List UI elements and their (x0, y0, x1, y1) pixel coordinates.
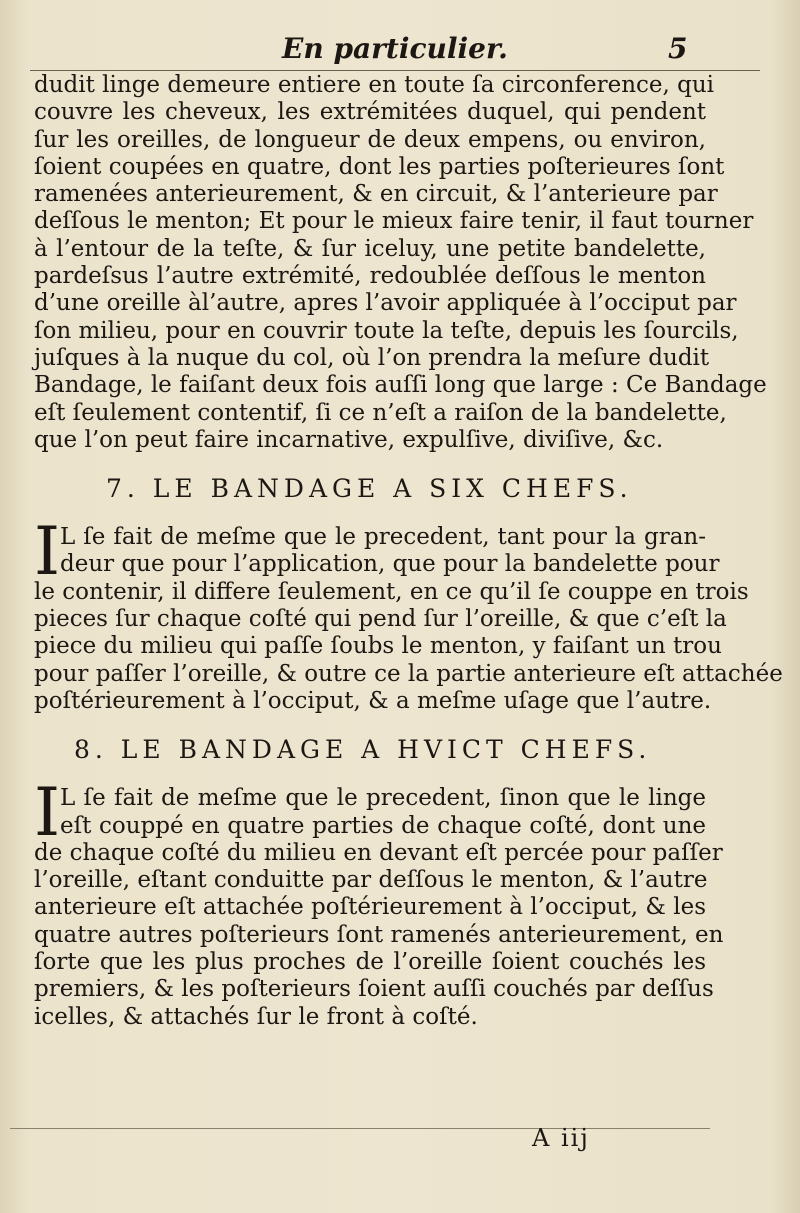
text-line: deur que pour l’application, que pour la bandelette pour (60, 551, 720, 578)
text-line: ſorte que les plus proches de l’oreille ſoient couchés les (34, 949, 706, 976)
paragraph-section-8 (34, 774, 724, 1031)
text-line: pour paſſer l’oreille, & outre ce la partie anterieure eſt attachée (34, 660, 783, 687)
text-line: couvre les cheveux, les extrémitées duquel, qui pendent (34, 99, 706, 126)
drop-cap: I (34, 513, 61, 591)
text-line: icelles, & attachés ſur le front à coſté. (34, 1003, 478, 1030)
text-line: premiers, & les poſterieurs ſoient auſſi couchés par deſſus (34, 976, 714, 1003)
header-rule (30, 70, 760, 71)
text-line: ramenées anterieurement, & en circuit, & l’anterieure par (34, 181, 718, 208)
text-line: Bandage, le faiſant deux fois auſſi long que large : Ce Bandage (34, 372, 767, 399)
text-line: ſon milieu, pour en couvrir toute la teſte, depuis les ſourcils, (34, 317, 739, 344)
text-line: de chaque coſté du milieu en devant eſt percée pour paſſer (34, 839, 723, 866)
signature-mark: A iij (532, 1124, 590, 1152)
bottom-rule (10, 1128, 710, 1129)
running-title: En particulier. (282, 32, 508, 65)
text-line: juſques à la nuque du col, où l’on prendra la meſure dudit (34, 344, 710, 371)
text-line: pieces ſur chaque coſté qui pend ſur l’oreille, & que c’eſt la (34, 606, 727, 633)
text-block (34, 72, 783, 1031)
section-heading-7: 7. LE BANDAGE A SIX CHEFS. (106, 474, 633, 504)
text-line: le contenir, il differe ſeulement, en ce qu’il ſe couppe en trois (34, 578, 749, 605)
text-line: piece du milieu qui paſſe ſoubs le menton, y faiſant un trou (34, 633, 722, 660)
paragraph-1 (34, 72, 767, 454)
paragraph-section-7 (34, 513, 783, 715)
text-line: L ſe fait de meſme que le precedent, tant pour la gran- (60, 524, 706, 551)
drop-cap: I (34, 774, 61, 852)
text-line: poſtérieurement à l’occiput, & a meſme uſage que l’autre. (34, 687, 712, 714)
text-line: que l’on peut faire incarnative, expulſive, diviſive, &c. (34, 426, 664, 453)
text-line: deſſous le menton; Et pour le mieux faire tenir, il faut tourner (34, 208, 754, 235)
running-head (0, 32, 800, 68)
text-line: pardeſsus l’autre extrémité, redoublée deſſous le menton (34, 263, 706, 290)
text-line: quatre autres poſterieurs ſont ramenés anterieurement, en (34, 921, 724, 948)
text-line: à l’entour de la teſte, & ſur iceluy, une petite bandelette, (34, 235, 706, 262)
text-line: eſt couppé en quatre parties de chaque coſté, dont une (60, 812, 706, 839)
text-line: anterieure eſt attachée poſtérieurement à l’occiput, & les (34, 894, 706, 921)
text-line: dudit linge demeure entiere en toute ſa circonference, qui (34, 72, 715, 98)
text-line: l’oreille, eſtant conduitte par deſſous le menton, & l’autre (34, 867, 708, 894)
section-heading-8: 8. LE BANDAGE A HVICT CHEFS. (74, 735, 652, 765)
text-line: ſur les oreilles, de longueur de deux empens, ou environ, (34, 126, 706, 153)
page-number: 5 (668, 32, 688, 65)
text-line: ſoient coupées en quatre, dont les parties poſterieures ſont (34, 153, 725, 180)
text-line: d’une oreille àl’autre, apres l’avoir appliquée à l’occiput par (34, 290, 737, 317)
text-line: L ſe fait de meſme que le precedent, ſinon que le linge (60, 785, 706, 812)
text-line: eſt ſeulement contentif, ſi ce n’eſt a raiſon de la bandelette, (34, 399, 727, 426)
